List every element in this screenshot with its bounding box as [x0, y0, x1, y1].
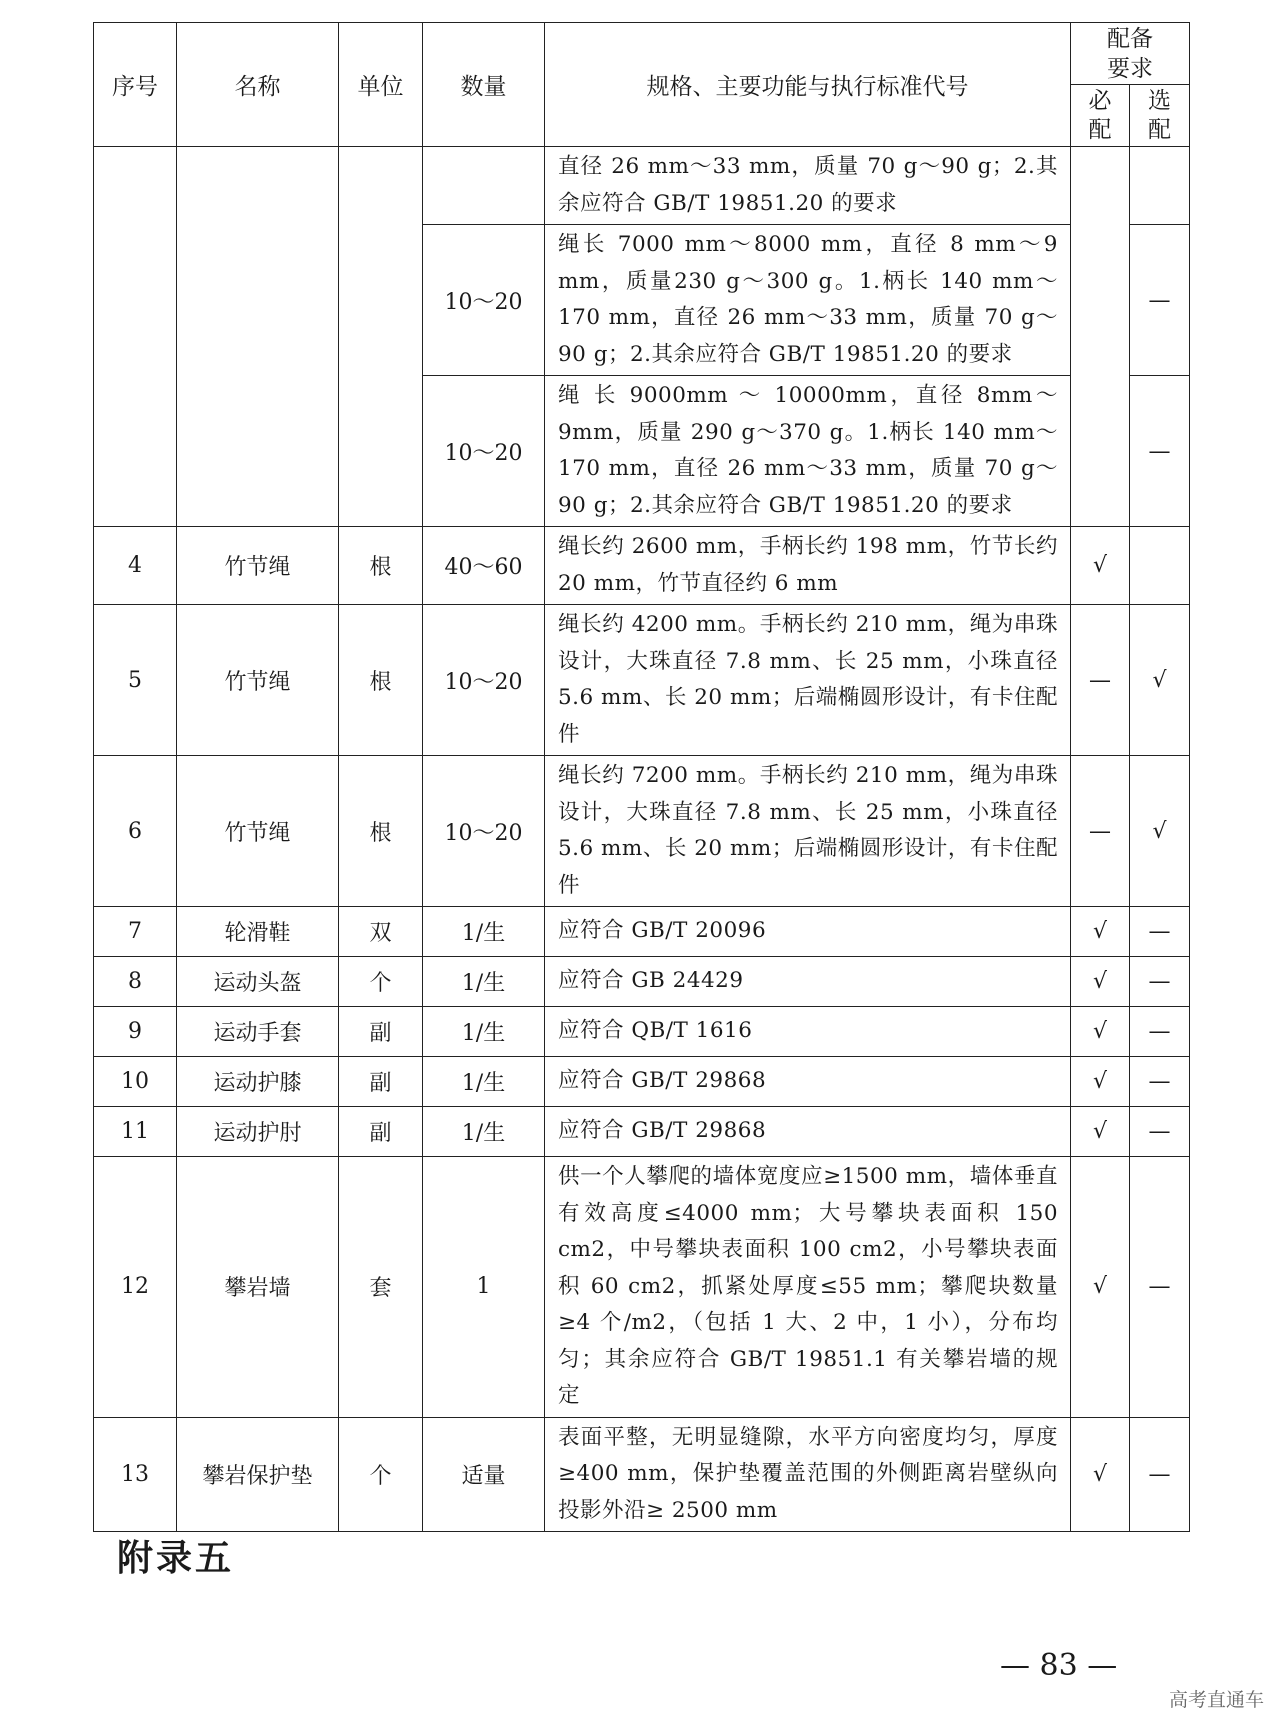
cell-index: 8	[94, 957, 177, 1007]
cell-spec: 绳长约 2600 mm，手柄长约 198 mm，竹节长约 20 mm，竹节直径约 6 mm	[545, 527, 1071, 605]
cell-spec: 直径 26 mm～33 mm，质量 70 g～90 g；2.其余应符合 GB/T 19851.20 的要求	[545, 147, 1071, 225]
cell-name: 攀岩保护垫	[177, 1417, 339, 1532]
table-row	[94, 1157, 1190, 1418]
header-required: 必配	[1071, 85, 1130, 147]
cell-unit: 套	[339, 1157, 423, 1418]
table-row	[94, 527, 1190, 605]
cell-name	[177, 147, 339, 527]
cell-quantity: 1/生	[423, 1057, 545, 1107]
table-row	[94, 907, 1190, 957]
cell-quantity: 1	[423, 1157, 545, 1418]
table-row	[94, 1417, 1190, 1532]
cell-quantity: 10～20	[423, 376, 545, 527]
cell-required: √	[1071, 1107, 1130, 1157]
cell-name: 竹节绳	[177, 756, 339, 907]
cell-spec: 绳 长 9000mm ～ 10000mm，直径 8mm～9mm，质量 290 g～370 g。1.柄长 140 mm～170 mm，直径 26 mm～33 mm，质量 70 g～90 g；2.其余应符合 GB/T 19851.20 的要求	[545, 376, 1071, 527]
cell-spec: 应符合 GB 24429	[545, 957, 1071, 1007]
header-optional: 选配	[1130, 85, 1190, 147]
cell-quantity: 10～20	[423, 225, 545, 376]
cell-quantity: 1/生	[423, 957, 545, 1007]
cell-index: 5	[94, 605, 177, 756]
cell-required: √	[1071, 1007, 1130, 1057]
cell-index: 4	[94, 527, 177, 605]
cell-quantity: 1/生	[423, 1007, 545, 1057]
cell-required: √	[1071, 907, 1130, 957]
cell-index: 13	[94, 1417, 177, 1532]
cell-required: √	[1071, 1417, 1130, 1532]
cell-name: 轮滑鞋	[177, 907, 339, 957]
cell-optional	[1130, 527, 1190, 605]
table-row	[94, 1107, 1190, 1157]
cell-required: —	[1071, 605, 1130, 756]
cell-required: √	[1071, 1157, 1130, 1418]
cell-spec: 应符合 GB/T 29868	[545, 1107, 1071, 1157]
cell-name: 攀岩墙	[177, 1157, 339, 1418]
table-row	[94, 147, 1190, 225]
cell-optional: —	[1130, 1057, 1190, 1107]
cell-unit	[339, 147, 423, 527]
header-index: 序号	[94, 23, 177, 147]
table-row	[94, 1007, 1190, 1057]
header-unit: 单位	[339, 23, 423, 147]
cell-unit: 根	[339, 605, 423, 756]
cell-name: 运动护肘	[177, 1107, 339, 1157]
cell-quantity: 40～60	[423, 527, 545, 605]
cell-quantity: 10～20	[423, 605, 545, 756]
cell-spec: 供一个人攀爬的墙体宽度应≥1500 mm，墙体垂直有效高度≤4000 mm；大号攀块表面积 150 cm2，中号攀块表面积 100 cm2，小号攀块表面积 60 cm2，抓紧处厚度≤55 mm；攀爬块数量≥4 个/m2，（包括 1 大、2 中，1 小），分布均匀；其余应符合 GB/T 19851.1 有关攀岩墙的规定	[545, 1157, 1071, 1418]
cell-index: 7	[94, 907, 177, 957]
cell-unit: 个	[339, 957, 423, 1007]
equipment-spec-table	[93, 22, 1190, 1532]
cell-name: 竹节绳	[177, 527, 339, 605]
cell-name: 运动头盔	[177, 957, 339, 1007]
cell-spec: 绳长约 4200 mm。手柄长约 210 mm，绳为串珠设计，大珠直径 7.8 mm、长 25 mm，小珠直径 5.6 mm、长 20 mm；后端椭圆形设计，有卡住配件	[545, 605, 1071, 756]
cell-index: 6	[94, 756, 177, 907]
table-row	[94, 756, 1190, 907]
cell-spec: 应符合 GB/T 29868	[545, 1057, 1071, 1107]
cell-optional: √	[1130, 756, 1190, 907]
cell-optional: —	[1130, 225, 1190, 376]
table-row	[94, 1057, 1190, 1107]
cell-required: √	[1071, 957, 1130, 1007]
cell-quantity: 1/生	[423, 1107, 545, 1157]
cell-index: 10	[94, 1057, 177, 1107]
cell-required	[1071, 147, 1130, 527]
cell-quantity: 1/生	[423, 907, 545, 957]
page-number: — 83 —	[1000, 1648, 1118, 1683]
cell-spec: 表面平整，无明显缝隙，水平方向密度均匀，厚度≥400 mm，保护垫覆盖范围的外侧距离岩壁纵向投影外沿≥ 2500 mm	[545, 1417, 1071, 1532]
cell-quantity	[423, 147, 545, 225]
cell-optional: √	[1130, 605, 1190, 756]
header-quantity: 数量	[423, 23, 545, 147]
table-row	[94, 957, 1190, 1007]
cell-required: √	[1071, 527, 1130, 605]
cell-quantity: 适量	[423, 1417, 545, 1532]
cell-optional: —	[1130, 1107, 1190, 1157]
cell-index: 9	[94, 1007, 177, 1057]
cell-optional: —	[1130, 1417, 1190, 1532]
cell-spec: 应符合 GB/T 20096	[545, 907, 1071, 957]
table-row	[94, 605, 1190, 756]
cell-unit: 根	[339, 527, 423, 605]
cell-optional: —	[1130, 1157, 1190, 1418]
cell-unit: 副	[339, 1007, 423, 1057]
cell-optional: —	[1130, 376, 1190, 527]
cell-optional: —	[1130, 957, 1190, 1007]
cell-index	[94, 147, 177, 527]
cell-quantity: 10～20	[423, 756, 545, 907]
cell-optional: —	[1130, 907, 1190, 957]
cell-spec: 绳长 7000 mm～8000 mm，直径 8 mm～9 mm，质量230 g～300 g。1.柄长 140 mm～170 mm，直径 26 mm～33 mm，质量 70 g～90 g；2.其余应符合 GB/T 19851.20 的要求	[545, 225, 1071, 376]
cell-spec: 应符合 QB/T 1616	[545, 1007, 1071, 1057]
cell-unit: 双	[339, 907, 423, 957]
cell-spec: 绳长约 7200 mm。手柄长约 210 mm，绳为串珠设计，大珠直径 7.8 mm、长 25 mm，小珠直径 5.6 mm、长 20 mm；后端椭圆形设计，有卡住配件	[545, 756, 1071, 907]
cell-index: 12	[94, 1157, 177, 1418]
header-name: 名称	[177, 23, 339, 147]
cell-name: 运动护膝	[177, 1057, 339, 1107]
appendix-title: 附录五	[117, 1538, 235, 1579]
cell-name: 竹节绳	[177, 605, 339, 756]
header-config: 配备要求	[1071, 23, 1190, 85]
header-spec: 规格、主要功能与执行标准代号	[545, 23, 1071, 147]
cell-unit: 个	[339, 1417, 423, 1532]
cell-unit: 副	[339, 1107, 423, 1157]
cell-required: —	[1071, 756, 1130, 907]
cell-required: √	[1071, 1057, 1130, 1107]
watermark: 高考直通车	[1168, 1689, 1264, 1711]
cell-unit: 副	[339, 1057, 423, 1107]
cell-index: 11	[94, 1107, 177, 1157]
cell-optional: —	[1130, 1007, 1190, 1057]
cell-unit: 根	[339, 756, 423, 907]
cell-optional	[1130, 147, 1190, 225]
cell-name: 运动手套	[177, 1007, 339, 1057]
